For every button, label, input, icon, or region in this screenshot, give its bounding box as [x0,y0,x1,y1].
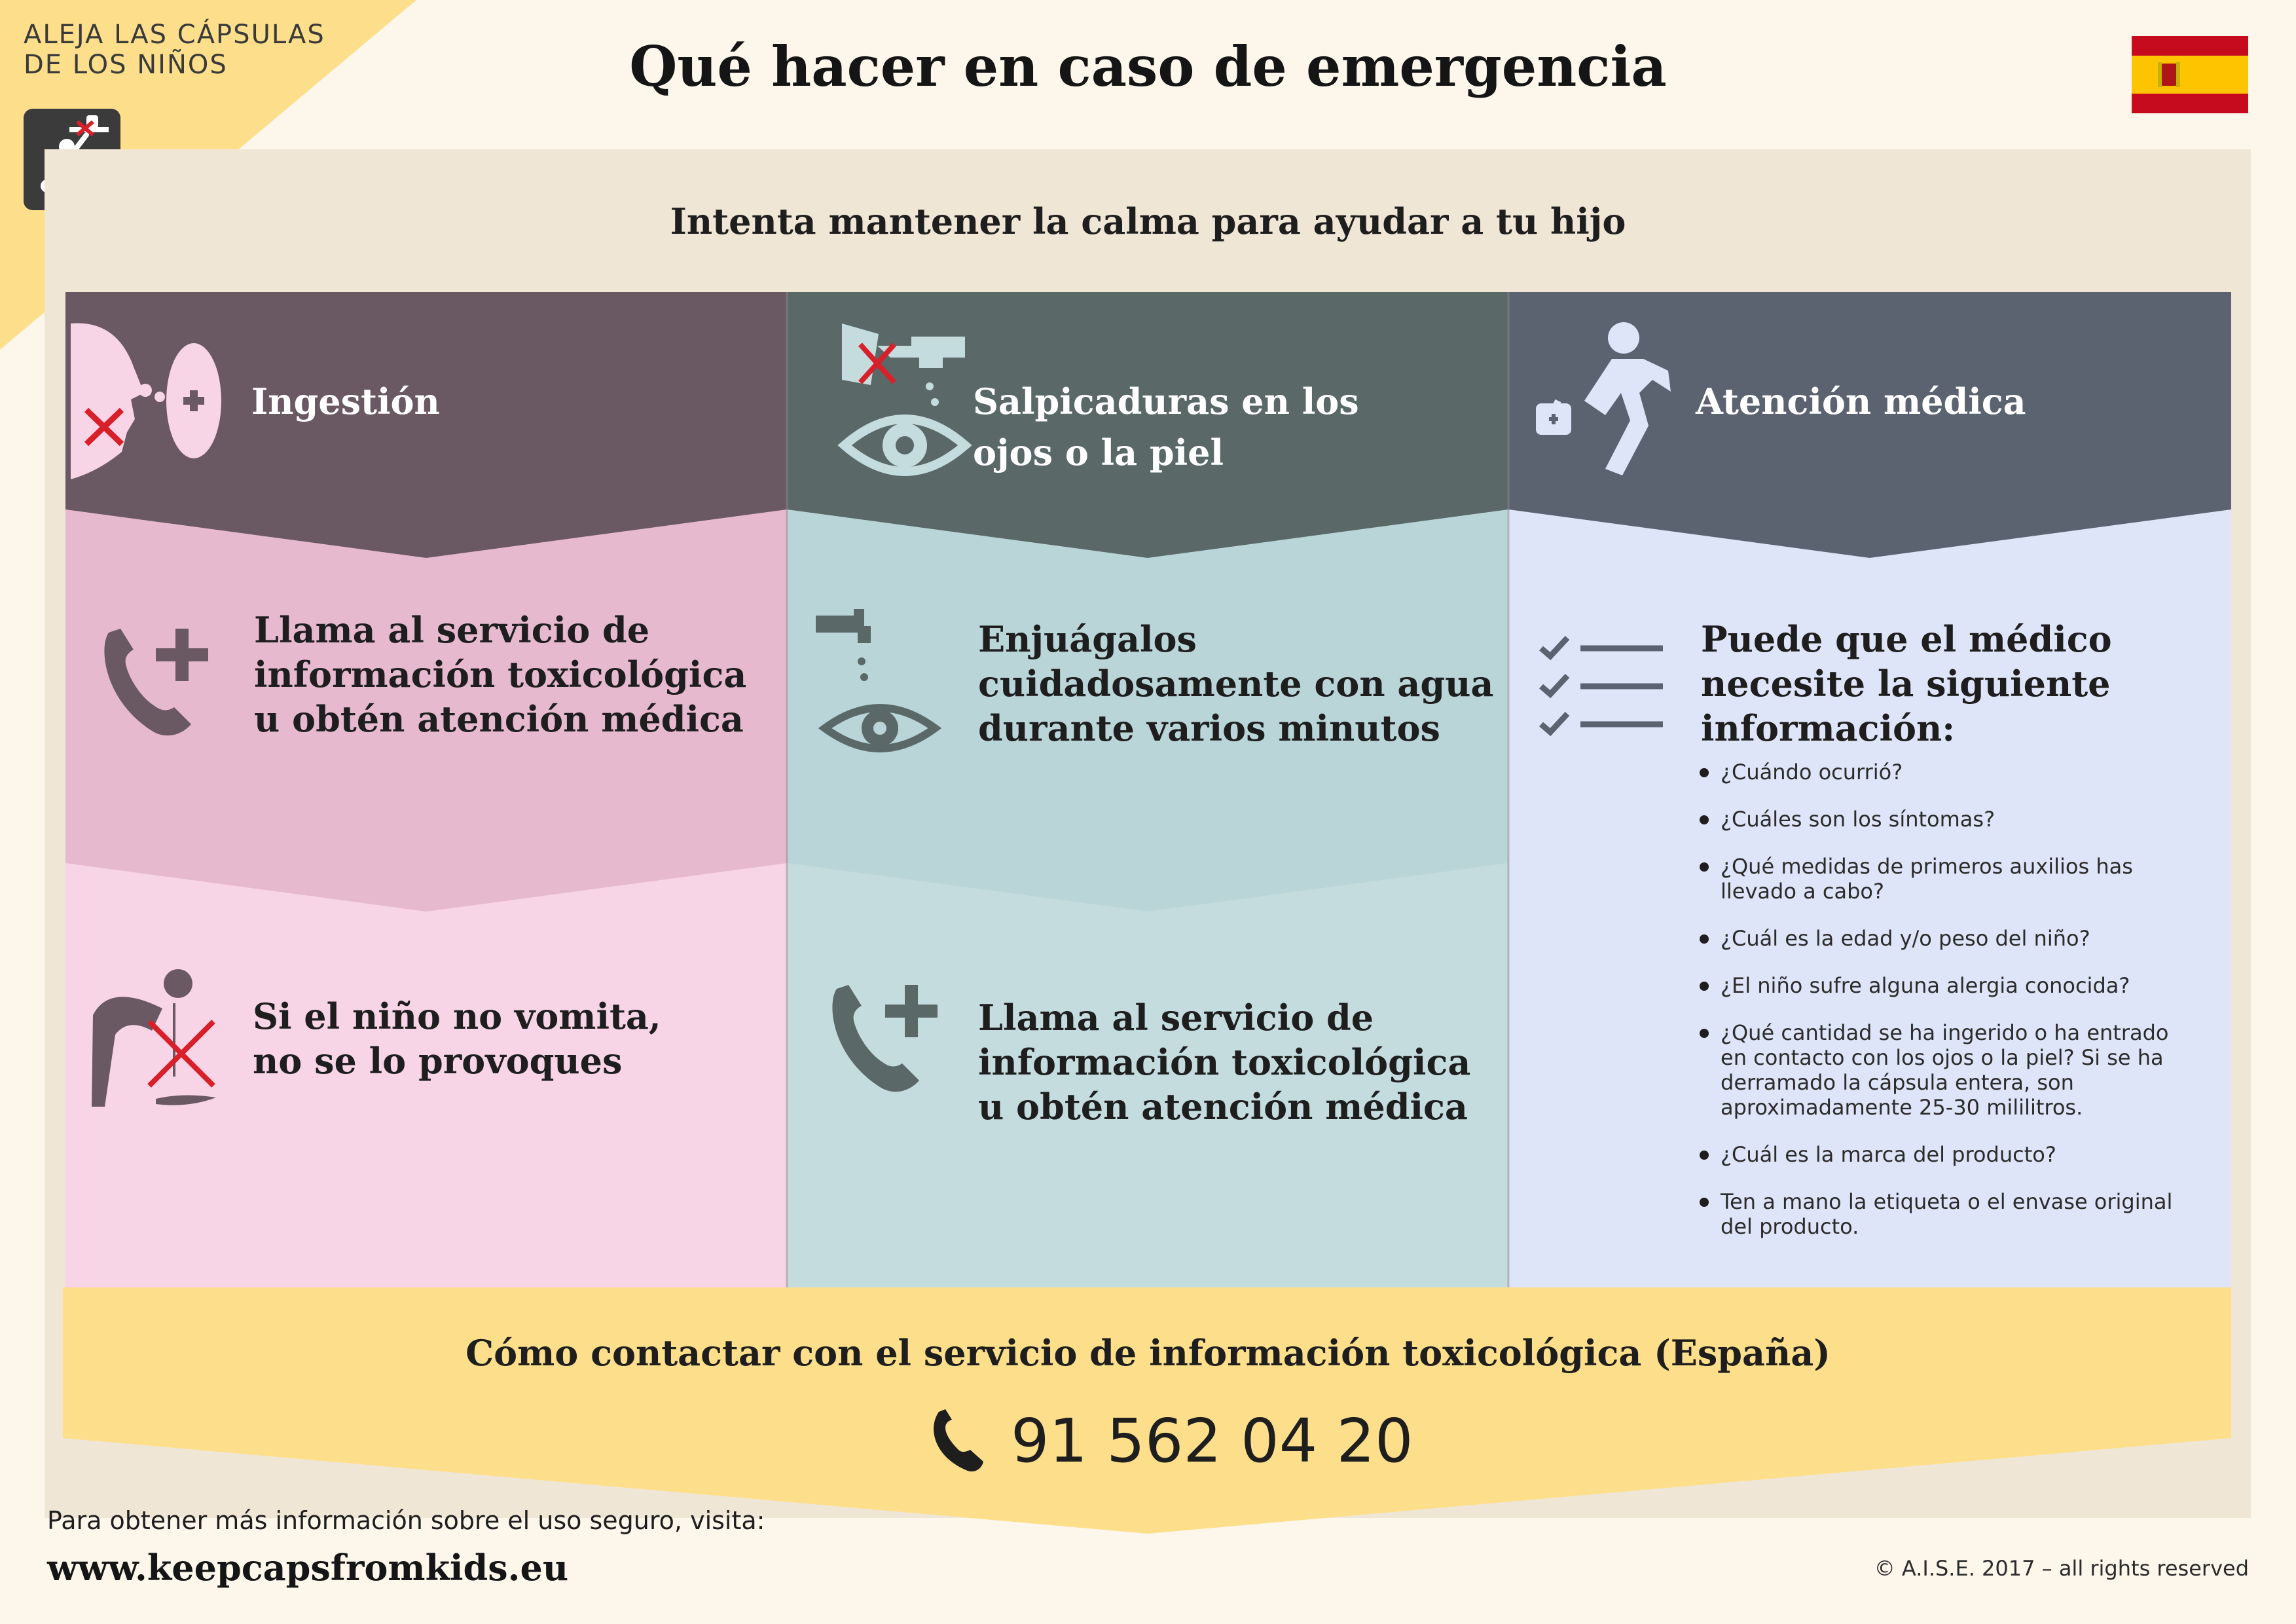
text-line: Si el niño no vomita, [253,995,661,1037]
column3-step1-text [1701,617,2112,750]
list-item: ¿Cuáles son los síntomas? [1700,807,2197,832]
column2-heading [973,376,1359,478]
doctor-questions-list [1700,760,2197,1261]
column2-step2-text [978,995,1470,1129]
subtitle: Intenta mantener la calma para ayudar a tu hijo [670,200,1626,242]
text-line: no se lo provoques [253,1040,623,1082]
corner-label-line1: ALEJA LAS CÁPSULAS [24,20,325,50]
footer-url-link[interactable]: www.keepcapsfromkids.eu [47,1547,569,1589]
list-item: ¿Cuál es la marca del producto? [1700,1142,2197,1167]
text-line: información toxicológica [254,654,747,695]
text-line: cuidadosamente con agua [978,663,1494,705]
list-item: ¿Qué medidas de primeros auxilios has llevado a cabo? [1700,854,2197,904]
column2-heading-line1: Salpicaduras en los [973,380,1359,422]
column1-step1-text [254,608,746,741]
phone-icon [930,1409,985,1472]
text-line: u obtén atención médica [978,1086,1468,1128]
text-line: Puede que el médico [1701,618,2112,660]
text-line: Enjuágalos [978,618,1197,660]
list-item: ¿Cuál es la edad y/o peso del niño? [1700,926,2197,951]
corner-label-line2: DE LOS NIÑOS [24,50,228,80]
text-line: necesite la siguiente [1701,663,2111,705]
list-item: ¿El niño sufre alguna alergia conocida? [1700,973,2197,998]
page-title: Qué hacer en caso de emergencia [629,34,1667,99]
footer-info: Para obtener más información sobre el uso seguro, visita: [47,1506,765,1535]
copyright: © A.I.S.E. 2017 – all rights reserved [1874,1556,2249,1581]
column2-heading-line2: ojos o la piel [973,432,1224,473]
text-line: durante varios minutos [978,707,1440,749]
phone-number-row [930,1401,1413,1480]
text-line: Llama al servicio de [978,997,1374,1039]
contact-title: Cómo contactar con el servicio de información toxicológica (España) [465,1332,1831,1374]
list-item: ¿Qué cantidad se ha ingerido o ha entrado en contacto con los ojos o la piel? Si se ha derramado la cápsula entera, son aproximadamente 25-30 mililitros. [1700,1020,2197,1120]
text-line: u obtén atención médica [254,698,744,740]
list-item: Ten a mano la etiqueta o el envase original del producto. [1700,1189,2197,1239]
column2-step1-text [978,617,1493,750]
text-line: Llama al servicio de [254,609,650,651]
text-line: información toxicológica [978,1041,1471,1083]
column1-heading: Ingestión [251,380,440,422]
column3-heading: Atención médica [1696,380,2026,422]
list-item: ¿Cuándo ocurrió? [1700,760,2197,784]
text-line: información: [1701,707,1956,749]
column1-step2-text [253,994,661,1083]
phone-number[interactable]: 91 562 04 20 [1011,1405,1413,1476]
